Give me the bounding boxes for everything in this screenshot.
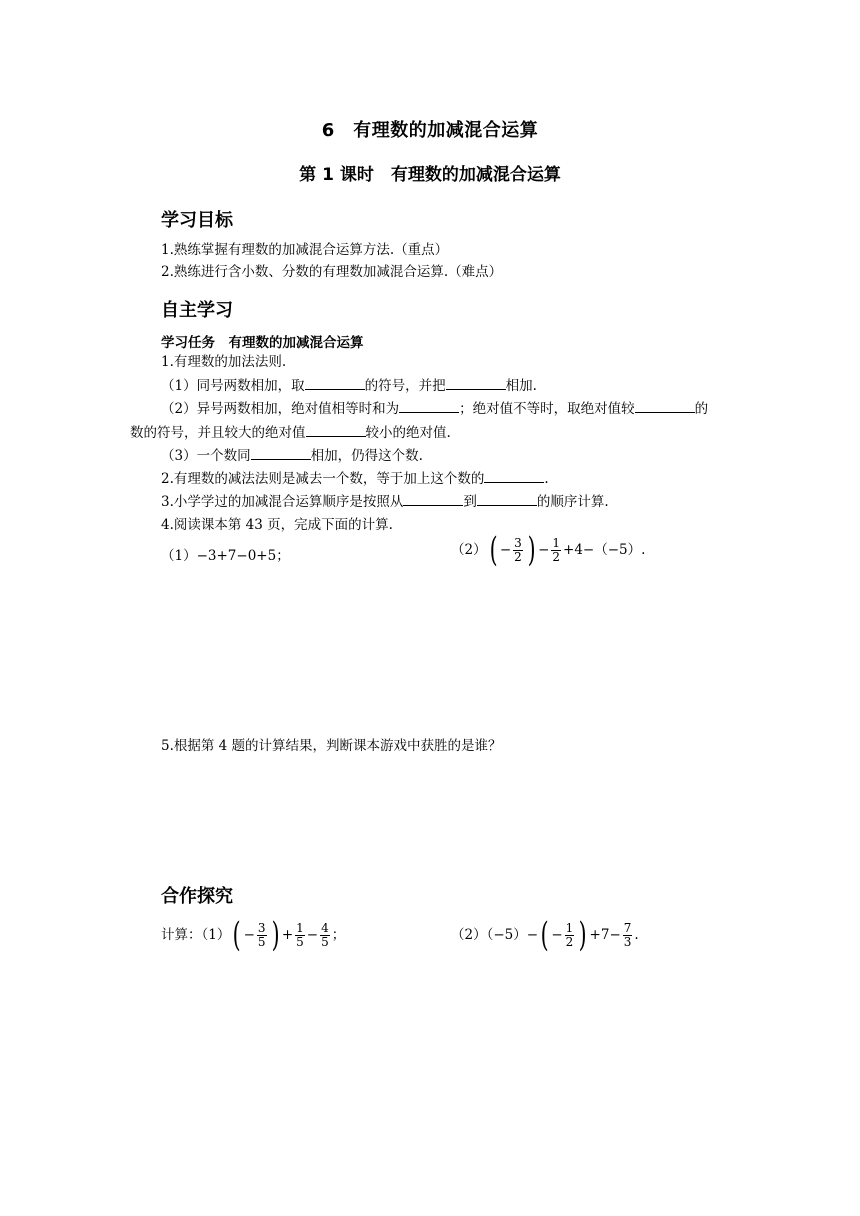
q1-1-text-b: 的符号，并把 [364, 378, 446, 394]
expression-end: . [634, 927, 639, 943]
right-paren: ) [271, 915, 280, 955]
answer-blank[interactable] [477, 493, 537, 506]
left-paren: ( [232, 915, 241, 955]
left-paren: ( [540, 915, 549, 955]
expression-end: ； [331, 927, 346, 943]
goal-item-2: 2.熟练进行含小数、分数的有理数加减混合运算.（难点） [161, 264, 503, 280]
right-paren: ) [527, 530, 536, 570]
question-4-part-2 [451, 530, 646, 570]
paren-group [487, 530, 538, 570]
question-1-3 [161, 446, 423, 466]
answer-blank[interactable] [305, 377, 365, 390]
fraction [513, 537, 523, 564]
page-title: 6 有理数的加减混合运算 [321, 120, 539, 141]
fraction-numerator: 3 [257, 920, 266, 935]
fraction-denominator: 2 [552, 549, 561, 564]
question-1: 1.有理数的加法法则. [161, 354, 287, 370]
q1-1-text-a: （1）同号两数相加，取 [161, 378, 305, 394]
explore-exercise-2 [451, 915, 639, 955]
question-1-1 [161, 376, 537, 396]
fraction-numerator: 3 [514, 535, 522, 550]
question-1-2-cont [130, 423, 451, 443]
question-2 [161, 469, 549, 489]
q1-2-text-b: ；绝对值不等时，取绝对值较 [459, 401, 635, 417]
q1-2-text-c: 的 [694, 401, 709, 417]
answer-blank[interactable] [403, 493, 463, 506]
operator: − [538, 542, 550, 558]
fraction-numerator: 1 [296, 920, 304, 935]
goal-item-1: 1.熟练掌握有理数的加减混合运算方法.（重点） [161, 242, 449, 258]
minus-sign: − [551, 927, 563, 943]
fraction-denominator: 5 [321, 934, 329, 949]
question-4: 4.阅读课本第 43 页，完成下面的计算. [161, 517, 393, 533]
q1-2-text-a: （2）异号两数相加，绝对值相等时和为 [161, 401, 400, 417]
q3-text-b: 到 [463, 494, 477, 510]
minus-sign: − [243, 927, 255, 943]
goals-heading: 学习目标 [161, 210, 233, 231]
question-5: 5.根据第 4 题的计算结果，判断课本游戏中获胜的是谁？ [161, 738, 502, 754]
question-3 [161, 492, 609, 512]
fraction-denominator: 5 [257, 934, 266, 949]
fraction-numerator: 4 [321, 920, 329, 935]
fraction-numerator: 7 [623, 920, 632, 935]
expression-tail: +4−（−5）. [563, 542, 646, 558]
study-task-title: 学习任务 有理数的加减混合运算 [161, 335, 364, 351]
paren-group [230, 915, 281, 955]
answer-blank[interactable] [484, 470, 544, 483]
page-subtitle: 第 1 课时 有理数的加减混合运算 [299, 165, 561, 185]
fraction-numerator: 1 [565, 920, 574, 935]
q1-1-text-c: 相加. [505, 378, 537, 394]
fraction [551, 537, 561, 564]
explore-exercise-1 [161, 915, 346, 955]
operator: − [306, 927, 319, 943]
explore-heading: 合作探究 [161, 886, 233, 907]
q1-2-text-d: 数的符号，并且较大的绝对值 [130, 425, 306, 441]
q2-text-b: . [544, 471, 549, 487]
fraction [295, 922, 305, 949]
e2-label: （2）（−5）− [451, 927, 539, 943]
q3-text-a: 3.小学学过的加减混合运算顺序是按照从 [161, 494, 404, 510]
question-4-part-1: （1）−3+7−0+5； [161, 548, 290, 564]
fraction [257, 922, 267, 949]
right-paren: ) [578, 915, 587, 955]
answer-blank[interactable] [251, 447, 311, 460]
q1-3-text-a: （3）一个数同 [161, 448, 251, 464]
left-paren: ( [489, 530, 498, 570]
self-study-heading: 自主学习 [161, 300, 233, 321]
answer-blank[interactable] [635, 400, 695, 413]
q1-3-text-b: 相加，仍得这个数. [310, 448, 423, 464]
answer-blank[interactable] [306, 424, 366, 437]
expression-middle: +7− [589, 927, 621, 943]
fraction-denominator: 3 [623, 934, 632, 949]
fraction-numerator: 1 [552, 535, 561, 550]
answer-blank[interactable] [446, 377, 506, 390]
fraction-denominator: 5 [296, 934, 304, 949]
question-1-2 [161, 399, 708, 419]
calc-label: 计算：（1） [161, 927, 231, 943]
q4-2-label: （2） [451, 542, 487, 558]
fraction [320, 922, 330, 949]
answer-blank[interactable] [399, 400, 459, 413]
q3-text-c: 的顺序计算. [536, 494, 609, 510]
q2-text-a: 2.有理数的减法法则是减去一个数，等于加上这个数的 [161, 471, 485, 487]
fraction-denominator: 2 [565, 934, 574, 949]
fraction [565, 922, 575, 949]
operator: + [281, 927, 294, 943]
minus-sign: − [499, 542, 512, 558]
fraction-denominator: 2 [514, 549, 522, 564]
paren-group [538, 915, 589, 955]
q1-2-text-e: 较小的绝对值. [365, 425, 451, 441]
fraction [623, 922, 633, 949]
